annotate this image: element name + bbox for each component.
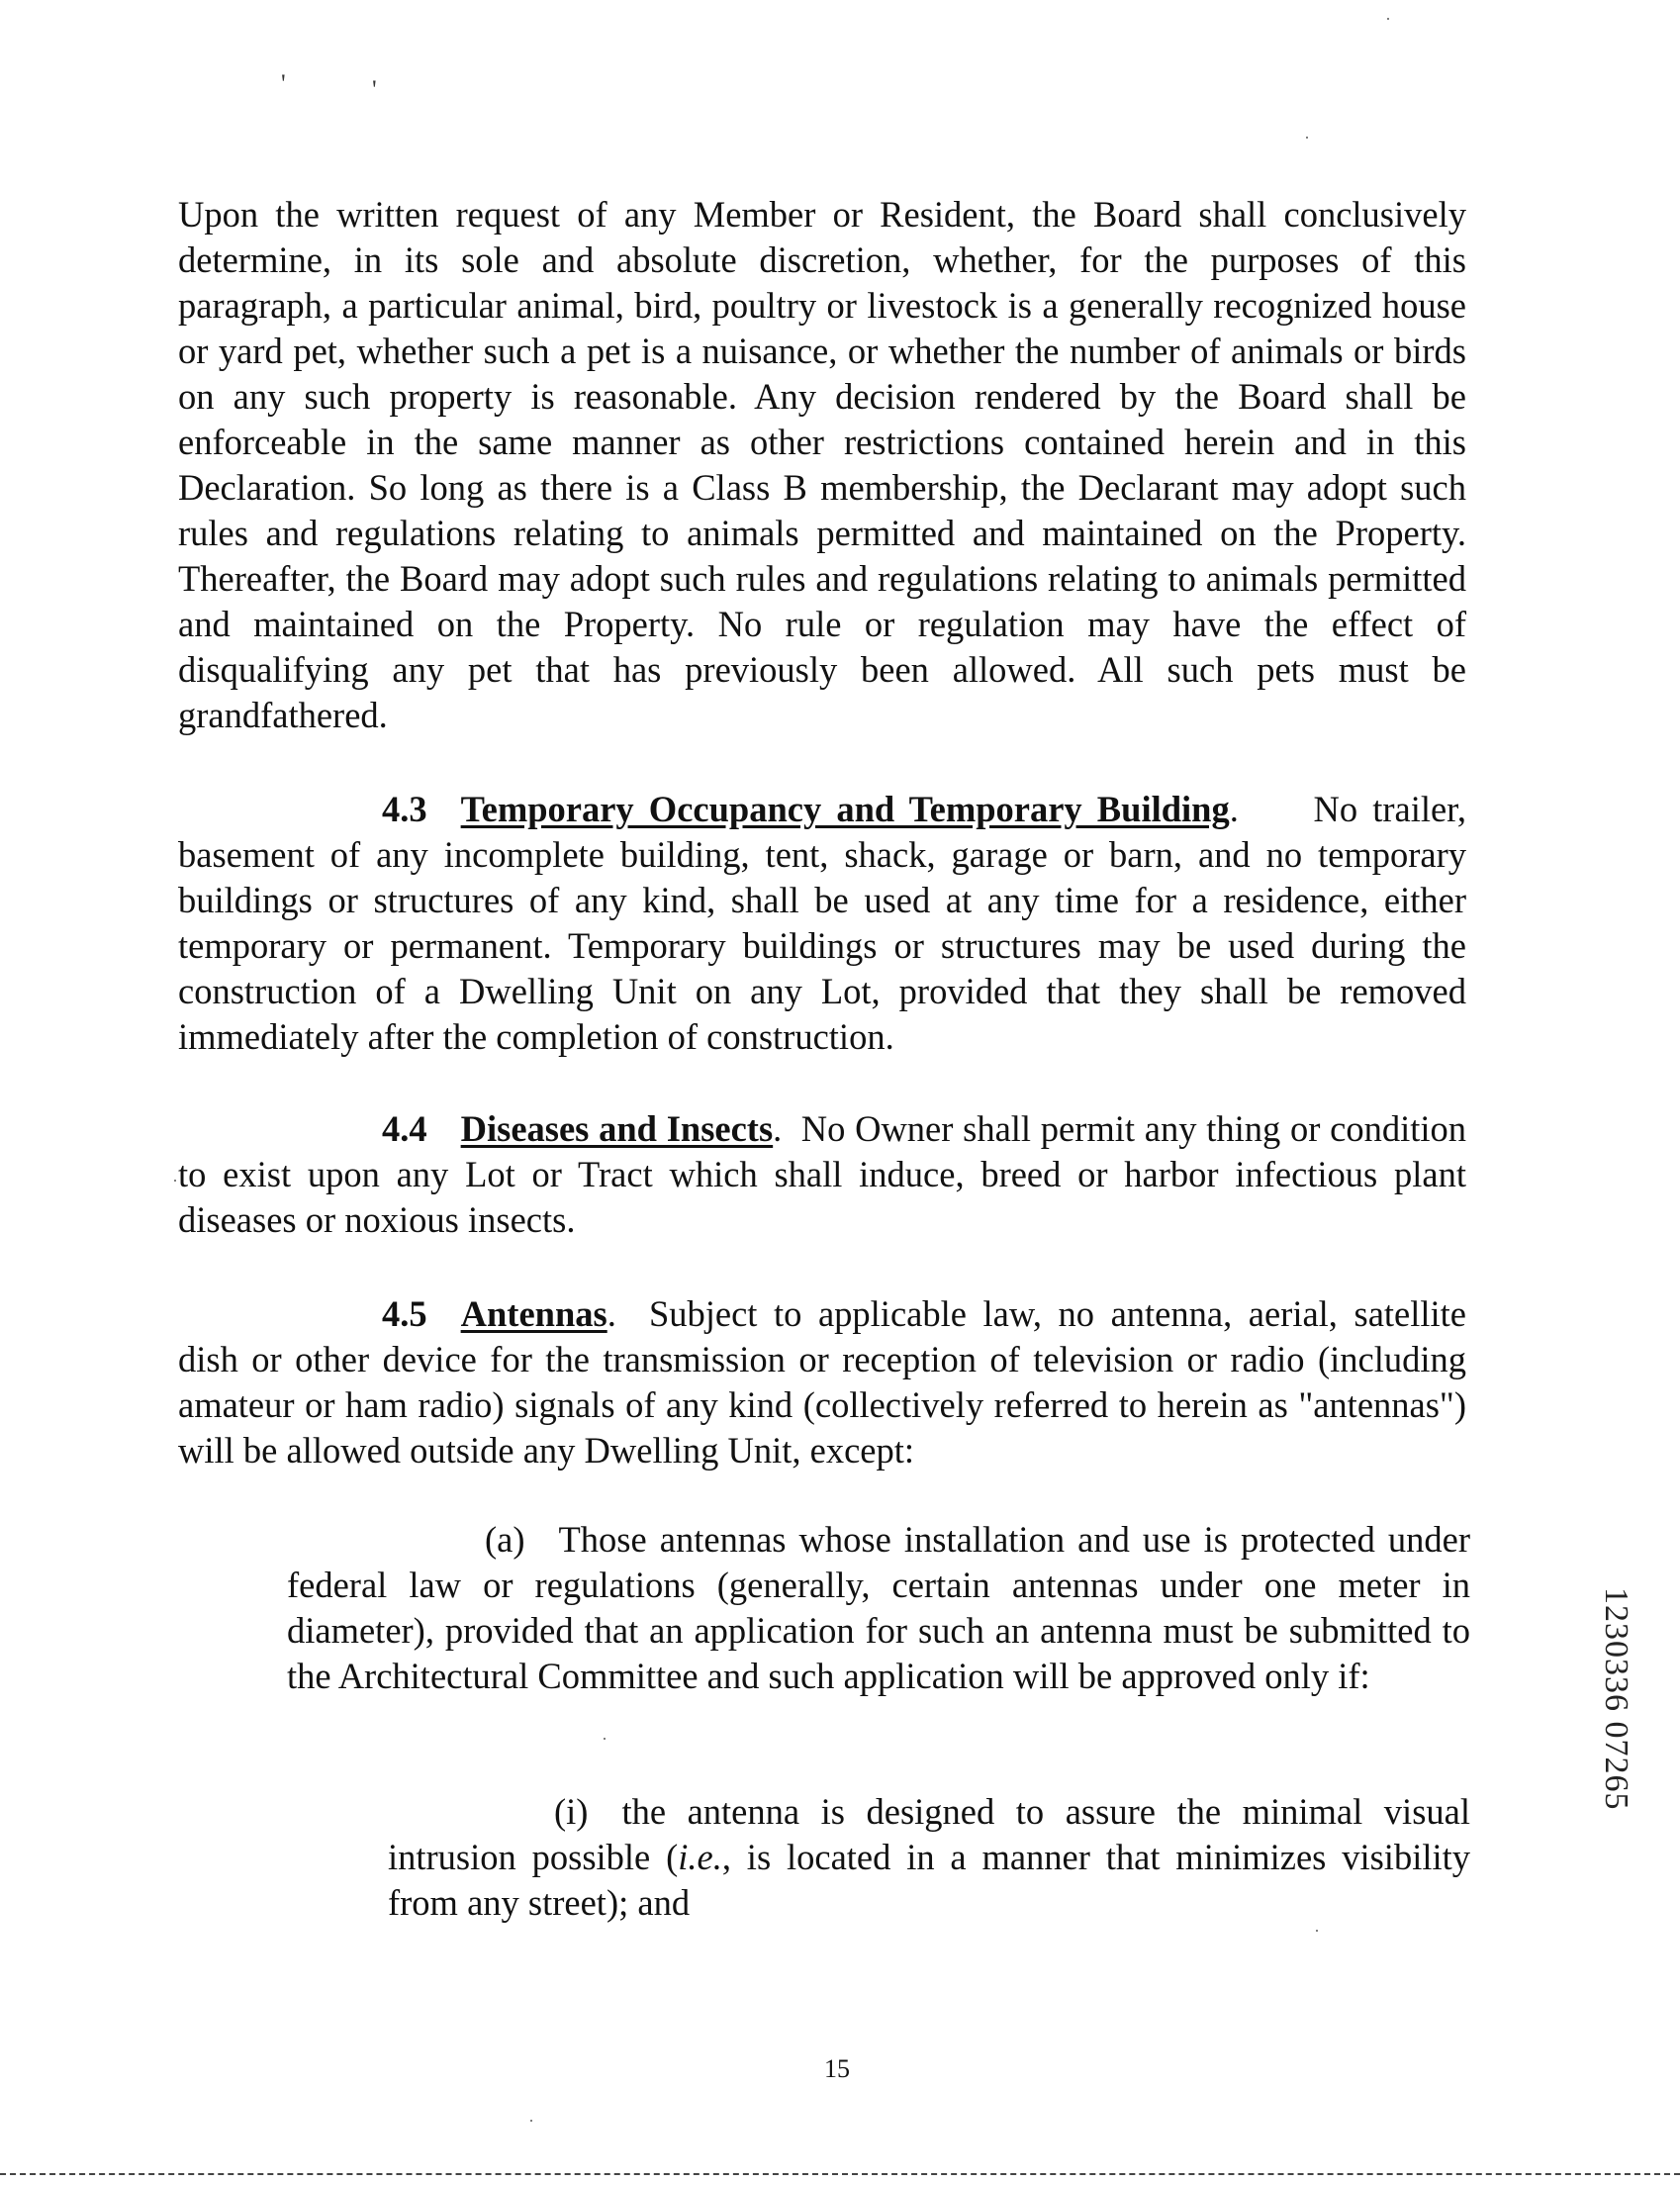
section-heading: Antennas	[460, 1293, 607, 1334]
scan-speck	[1387, 18, 1389, 20]
subsection-a	[287, 1517, 1470, 1699]
section-body: Subject to applicable law, no antenna, aerial, satellite dish or other device for the transmission or reception of television or radio (including amateur or ham radio) signals of any kind (collectively referred to herein as "antennas") will be allowed outside any Dwelling Unit, except:	[178, 1293, 1467, 1471]
subsection-text-before: the antenna is designed to assure the minimal visual intrusion possible (	[388, 1791, 1470, 1877]
scan-speck	[530, 2120, 532, 2122]
scan-speck	[604, 1738, 606, 1740]
section-heading: Temporary Occupancy and Temporary Building	[460, 789, 1230, 829]
page-number: 15	[824, 2054, 850, 2083]
section-4-3: 4.3 Temporary Occupancy and Temporary Building. No trailer, basement of any incomplete building, tent, shack, garage or barn, and no temporary buildings or structures of any kind, shall be used at any time for a residence, either temporary or permanent. Temporary buildings or structures may be used during the construction of a Dwelling Unit on any Lot, provided that they shall be removed immediately after the completion of construction.	[178, 789, 1466, 1057]
section-number: 4.4	[382, 1108, 427, 1149]
section-number: 4.3	[382, 789, 427, 829]
stray-mark-2: '	[372, 75, 377, 104]
scan-speck	[1316, 1930, 1318, 1932]
subsection-italic: i.e.	[678, 1837, 722, 1877]
scan-speck	[174, 1180, 176, 1182]
subsection-label: (a)	[485, 1519, 525, 1560]
section-heading: Diseases and Insects	[460, 1108, 774, 1149]
section-body: No Owner shall permit any thing or condition to exist upon any Lot or Tract which shall induce, breed or harbor infectious plant diseases or noxious insects.	[178, 1108, 1466, 1240]
intro-paragraph: Upon the written request of any Member or Resident, the Board shall conclusively determine, in its sole and absolute discretion, whether, for the purposes of this paragraph, a particular animal, bird, poultry or livestock is a generally recognized house or yard pet, whether such a pet is a nuisance, or whether the number of animals or birds on any such property is reasonable. Any decision rendered by the Board shall be enforceable in the same manner as other restrictions contained herein and in this Declaration. So long as there is a Class B membership, the Declarant may adopt such rules and regulations relating to animals permitted and maintained on the Property. Thereafter, the Board may adopt such rules and regulations relating to animals permitted and maintained on the Property. No rule or regulation may have the effect of disqualifying any pet that has previously been allowed. All such pets must be grandfathered.	[178, 194, 1466, 735]
section-number: 4.5	[382, 1293, 427, 1334]
section-4-4: 4.4 Diseases and Insects. No Owner shall permit any thing or condition to exist upon any Lot or Tract which shall induce, breed or harbor infectious plant diseases or noxious insects.	[178, 1108, 1466, 1240]
scan-speck	[1306, 137, 1308, 139]
section-body: No trailer, basement of any incomplete building, tent, shack, garage or barn, and no temporary buildings or structures of any kind, shall be used at any time for a residence, either temporary or permanent. Temporary buildings or structures may be used during the construction of a Dwelling Unit on any Lot, provided that they shall be removed immediately after the completion of construction.	[178, 789, 1466, 1057]
subsection-text-after: , is located in a manner that minimizes visibility from any street); and	[388, 1837, 1471, 1923]
subsection-label: (i)	[554, 1791, 589, 1832]
subsection-text: Those antennas whose installation and use is protected under federal law or regulations (generally, certain antennas under one meter in diameter), provided that an application for such an antenna must be submitted to the Architectural Committee and such application will be approved only if:	[287, 1519, 1470, 1696]
section-4-5: 4.5 Antennas. Subject to applicable law, no antenna, aerial, satellite dish or other device for the transmission or reception of television or radio (including amateur or ham radio) signals of any kind (collectively referred to herein as "antennas") will be allowed outside any Dwelling Unit, except:	[178, 1293, 1467, 1471]
stray-mark-1: '	[281, 69, 286, 98]
side-stamp: 1230336 07265	[1598, 1587, 1634, 1811]
subsection-i	[388, 1789, 1470, 1926]
scan-edge-line	[0, 2173, 1680, 2175]
